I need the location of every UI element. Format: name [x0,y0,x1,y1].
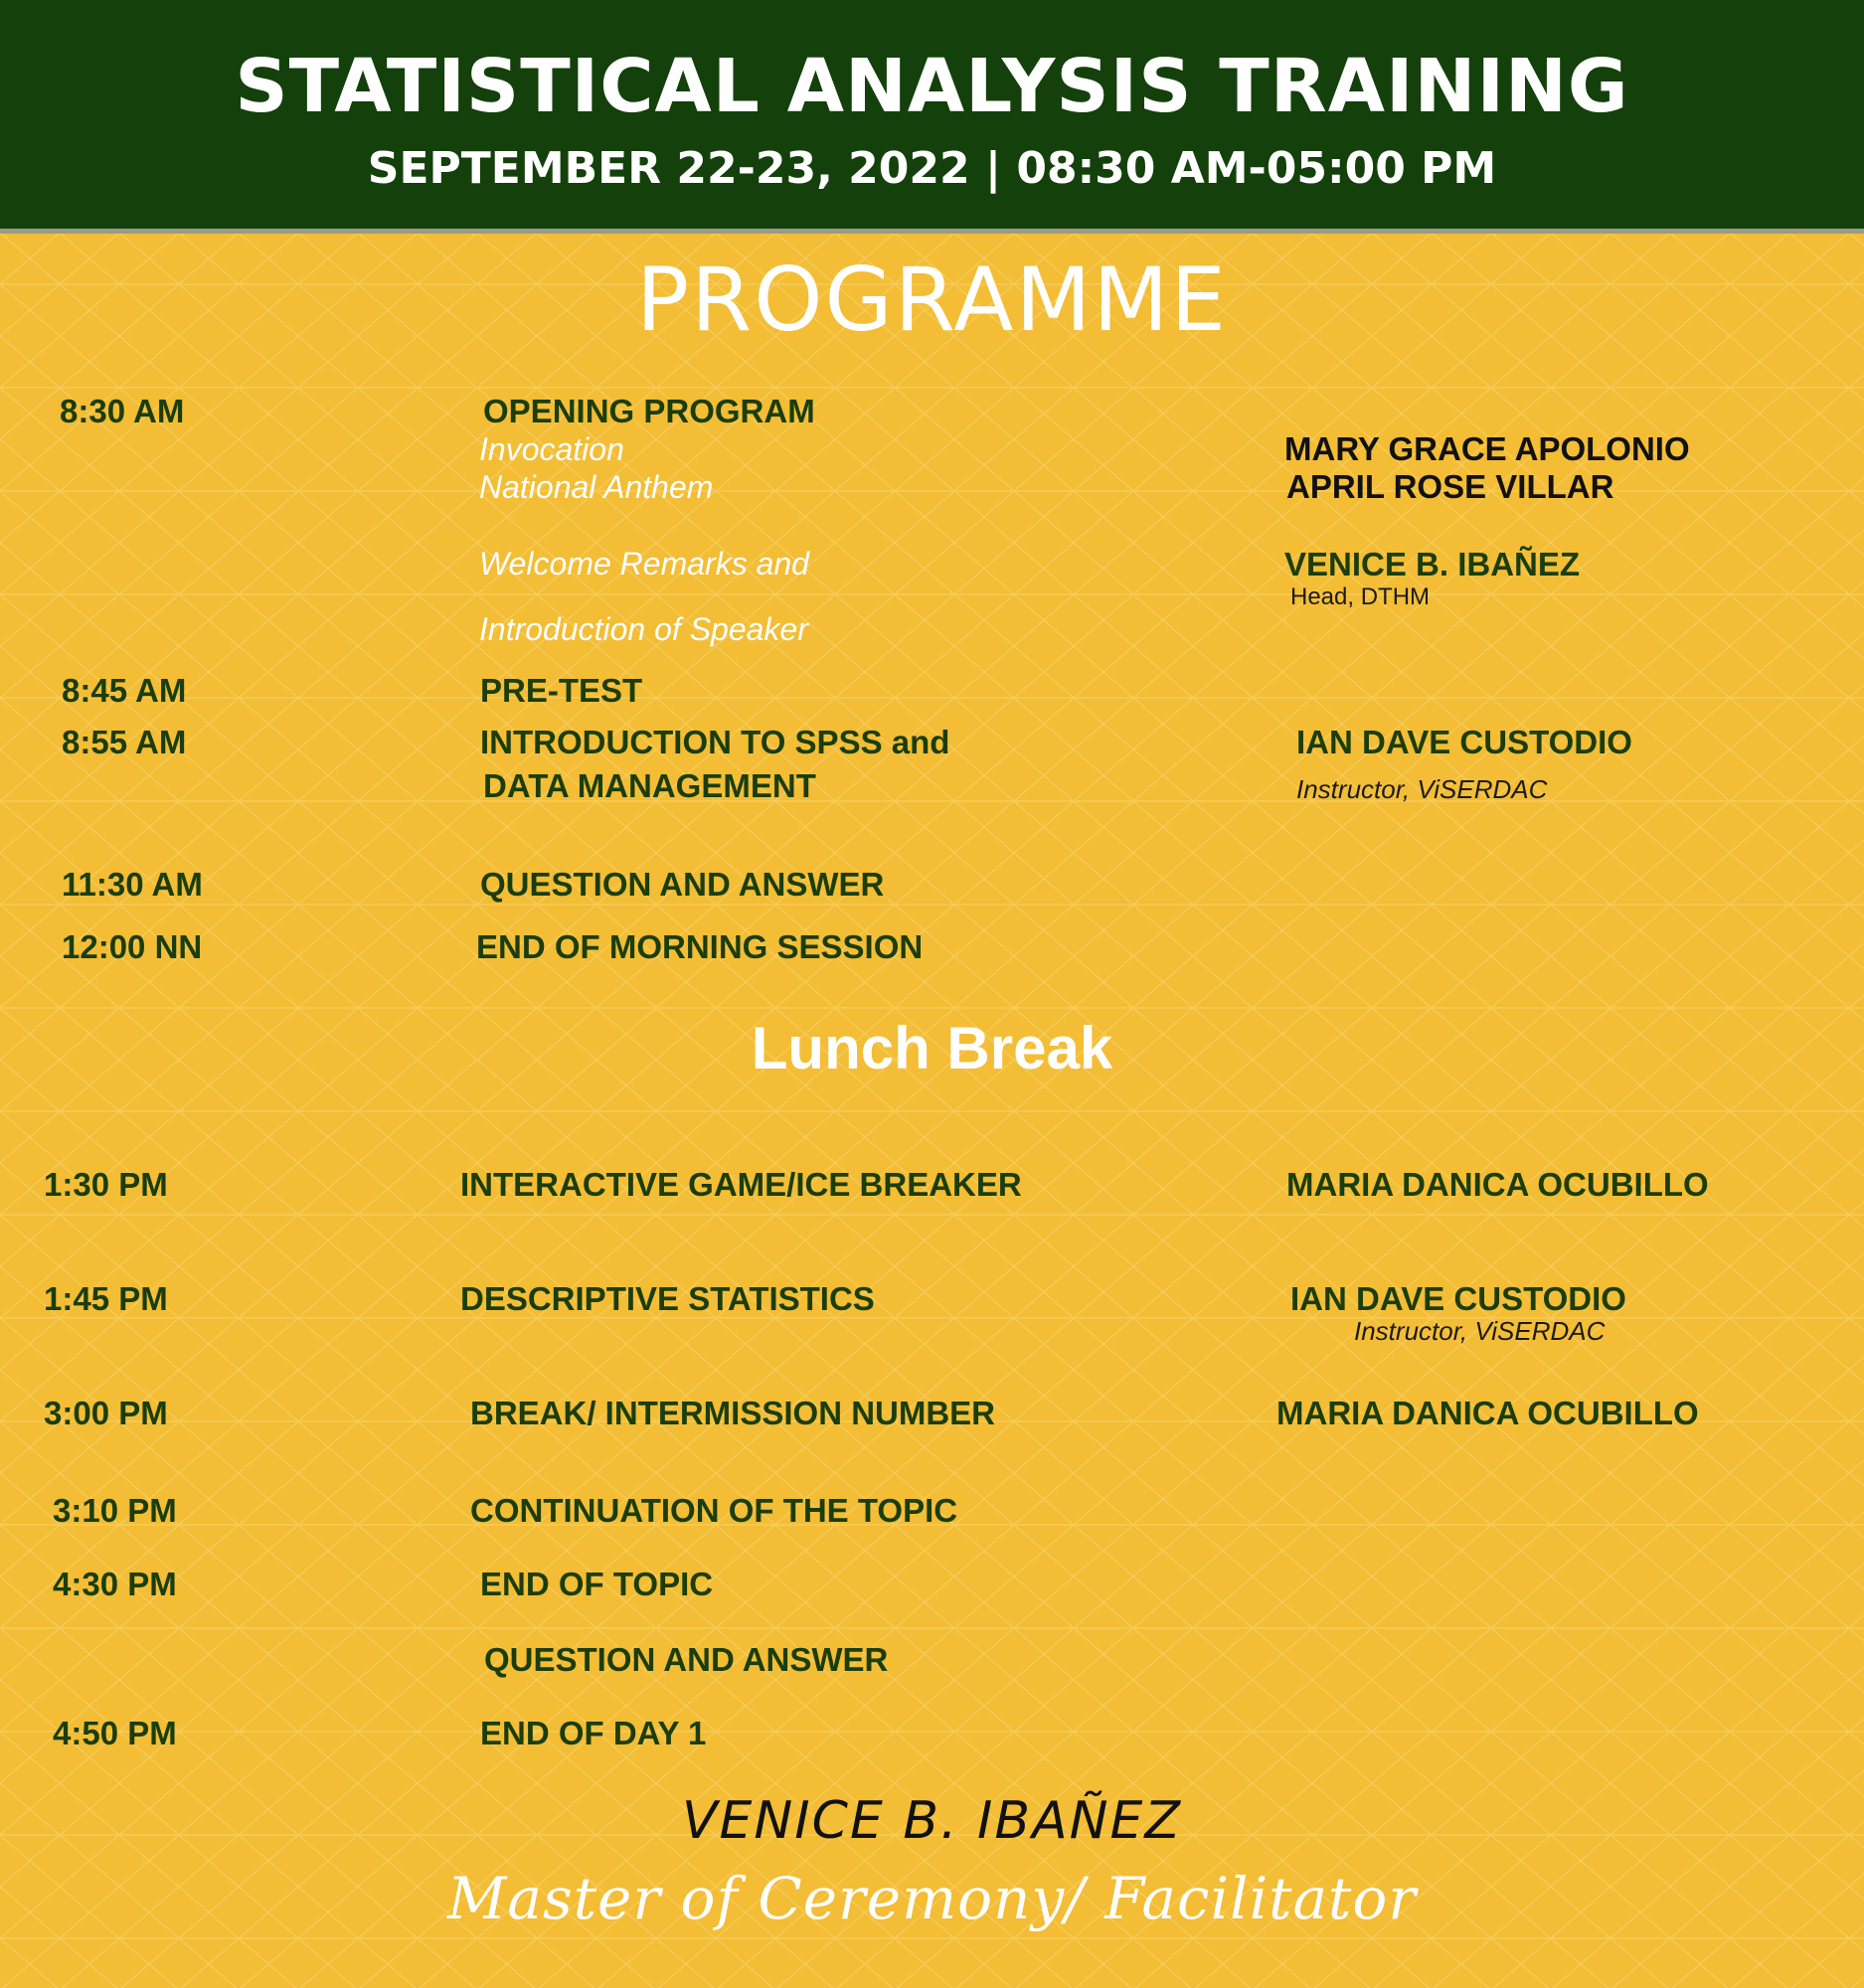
activity-qa-morning: QUESTION AND ANSWER [480,866,885,903]
person-ian-dave-afternoon: IAN DAVE CUSTODIO [1290,1280,1626,1317]
person-april-rose: APRIL ROSE VILLAR [1286,468,1614,505]
activity-intro-spss-line2: DATA MANAGEMENT [483,767,816,804]
master-of-ceremony-role: Master of Ceremony/ Facilitator [447,1865,1417,1932]
sub-national-anthem: National Anthem [479,469,714,505]
person-maria-danica-break: MARIA DANICA OCUBILLO [1276,1395,1699,1431]
activity-break: BREAK/ INTERMISSION NUMBER [470,1395,996,1431]
activity-qa-afternoon: QUESTION AND ANSWER [484,1641,889,1678]
lunch-break-heading: Lunch Break [751,1015,1113,1081]
time-end-day: 4:50 PM [53,1715,177,1751]
person-ian-dave-morning: IAN DAVE CUSTODIO [1296,724,1632,760]
header-banner [0,0,1864,234]
activity-opening: OPENING PROGRAM [483,393,815,429]
activity-continuation: CONTINUATION OF THE TOPIC [470,1492,958,1529]
time-descriptive: 1:45 PM [44,1280,168,1317]
activity-end-topic: END OF TOPIC [480,1566,714,1602]
time-icebreaker: 1:30 PM [44,1166,168,1203]
time-continuation: 3:10 PM [53,1492,177,1529]
time-opening: 8:30 AM [60,393,185,429]
time-end-topic: 4:30 PM [53,1566,177,1602]
person-venice: VENICE B. IBAÑEZ [1284,546,1581,582]
time-intro-spss: 8:55 AM [62,724,187,760]
time-qa-morning: 11:30 AM [62,866,203,903]
time-end-morning: 12:00 NN [62,928,203,965]
role-ian-dave-afternoon: Instructor, ViSERDAC [1354,1316,1606,1346]
person-maria-danica-icebreaker: MARIA DANICA OCUBILLO [1286,1166,1709,1203]
event-date-time: SEPTEMBER 22-23, 2022 | 08:30 AM-05:00 PM [367,143,1497,194]
activity-end-day: END OF DAY 1 [480,1715,707,1751]
master-of-ceremony-name: VENICE B. IBAÑEZ [681,1791,1183,1851]
activity-end-morning: END OF MORNING SESSION [476,928,924,965]
time-break: 3:00 PM [44,1395,168,1431]
activity-icebreaker: INTERACTIVE GAME/ICE BREAKER [460,1166,1022,1203]
time-pretest: 8:45 AM [62,672,187,709]
person-mary-grace: MARY GRACE APOLONIO [1284,430,1690,467]
activity-intro-spss-line1: INTRODUCTION TO SPSS and [480,724,950,760]
role-ian-dave-morning: Instructor, ViSERDAC [1296,774,1548,804]
programme-heading: PROGRAMME [636,248,1228,351]
sub-welcome-remarks: Welcome Remarks and [479,546,809,581]
event-title: STATISTICAL ANALYSIS TRAINING [235,44,1629,129]
activity-pretest: PRE-TEST [480,672,643,709]
sub-introduction-speaker: Introduction of Speaker [479,611,808,647]
sub-invocation: Invocation [479,431,624,467]
role-venice: Head, DTHM [1290,583,1431,610]
activity-descriptive: DESCRIPTIVE STATISTICS [460,1280,875,1317]
